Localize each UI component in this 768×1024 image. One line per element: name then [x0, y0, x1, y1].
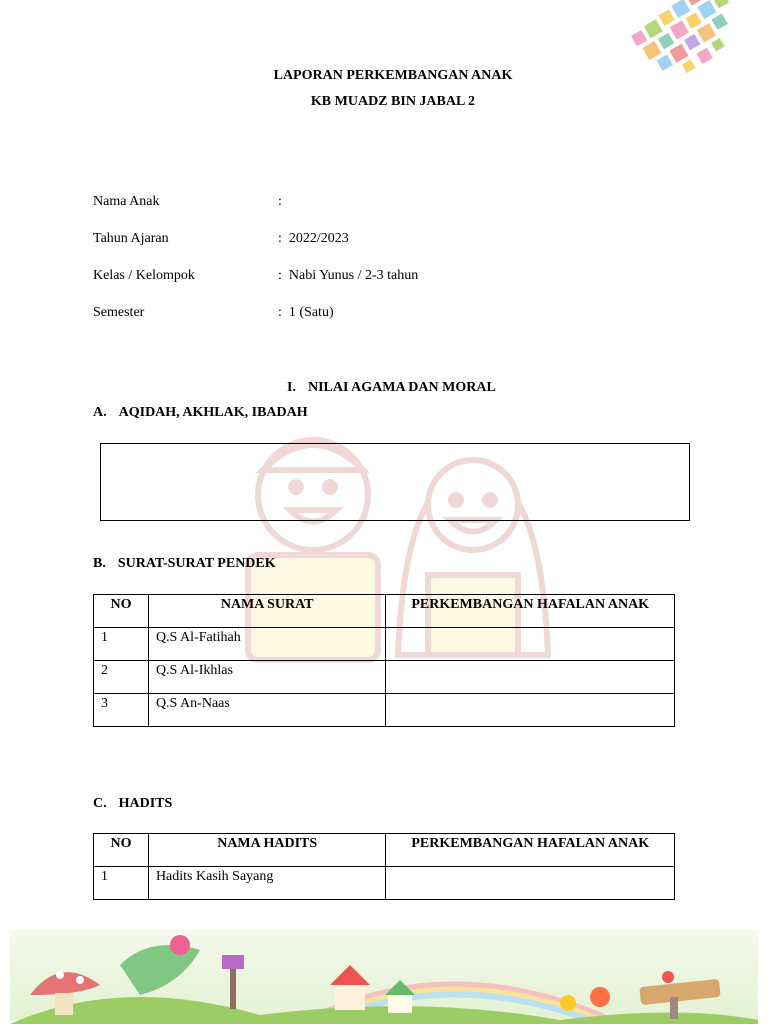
row-progress	[386, 867, 675, 900]
table-row	[94, 867, 675, 900]
column-header-nama: NAMA SURAT	[148, 595, 385, 628]
row-progress	[386, 694, 675, 727]
page-subtitle: KB MUADZ BIN JABAL 2	[310, 94, 476, 109]
row-no: 1	[94, 867, 149, 900]
row-name: Hadits Kasih Sayang	[148, 867, 386, 900]
row-no: 3	[94, 694, 149, 727]
hadits-table	[93, 833, 675, 900]
table-header-row	[94, 595, 675, 628]
table-header-row	[94, 834, 675, 867]
section-heading-b: B. SURAT-SURAT PENDEK	[93, 556, 276, 571]
row-progress	[386, 661, 675, 694]
column-header-perkembangan: PERKEMBANGAN HAFALAN ANAK	[386, 834, 675, 867]
column-header-no: NO	[94, 834, 149, 867]
field-label-kelas: Kelas / Kelompok	[93, 268, 195, 283]
fairy-garden-decoration	[0, 925, 768, 1024]
column-header-nama: NAMA HADITS	[148, 834, 386, 867]
table-row	[94, 661, 675, 694]
section-heading-main: I. NILAI AGAMA DAN MORAL	[287, 380, 496, 395]
field-label-tahun-ajaran: Tahun Ajaran	[93, 231, 169, 246]
table-row	[94, 628, 675, 661]
row-name: Q.S Al-Ikhlas	[148, 661, 385, 694]
section-heading-a: A. AQIDAH, AKHLAK, IBADAH	[93, 405, 308, 420]
field-value-nama-anak: :	[278, 194, 289, 209]
row-name: Q.S An-Naas	[148, 694, 385, 727]
row-name: Q.S Al-Fatihah	[148, 628, 385, 661]
section-heading-c: C. HADITS	[93, 796, 173, 811]
field-label-semester: Semester	[93, 305, 145, 320]
aqidah-content-box	[100, 443, 690, 521]
row-progress	[386, 628, 675, 661]
row-no: 2	[94, 661, 149, 694]
field-value-tahun-ajaran: : 2022/2023	[278, 231, 349, 246]
field-value-kelas: : Nabi Yunus / 2-3 tahun	[278, 268, 419, 283]
row-no: 1	[94, 628, 149, 661]
field-label-nama-anak: Nama Anak	[93, 194, 160, 209]
page-title: LAPORAN PERKEMBANGAN ANAK	[273, 68, 513, 83]
surat-table	[93, 594, 675, 727]
field-value-semester: : 1 (Satu)	[278, 305, 334, 320]
column-header-no: NO	[94, 595, 149, 628]
column-header-perkembangan: PERKEMBANGAN HAFALAN ANAK	[386, 595, 675, 628]
table-row	[94, 694, 675, 727]
